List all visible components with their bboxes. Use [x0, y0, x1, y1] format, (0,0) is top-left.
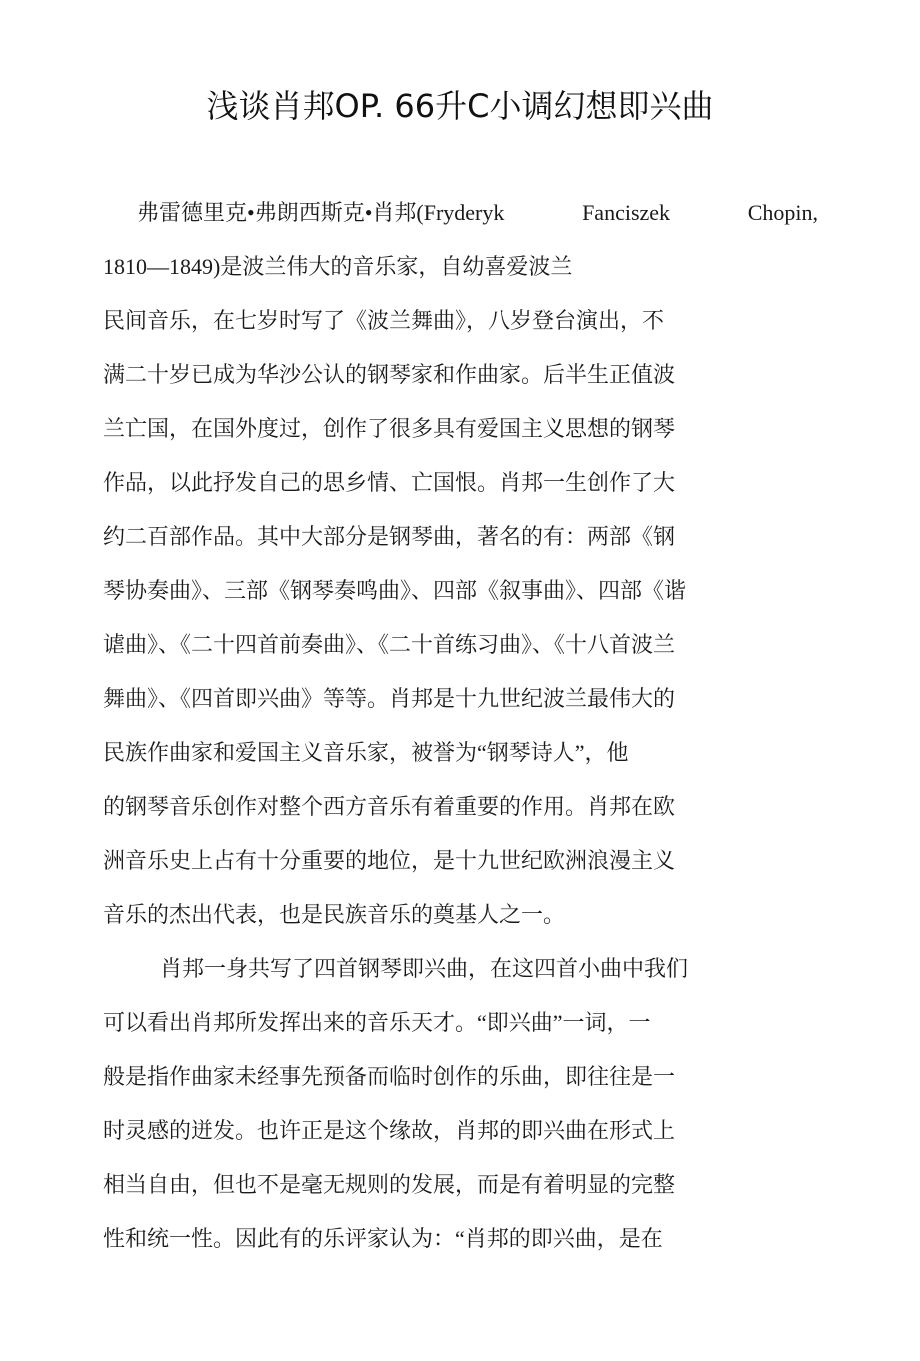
text-line: 的钢琴音乐创作对整个西方音乐有着重要的作用。肖邦在欧 [103, 794, 676, 819]
text-line: 舞曲》、《四首即兴曲》等等。肖邦是十九世纪波兰最伟大的 [103, 686, 676, 711]
text-line: 兰亡国，在国外度过，创作了很多具有爱国主义思想的钢琴 [103, 416, 676, 441]
text-line: 约二百部作品。其中大部分是钢琴曲，著名的有：两部《钢 [103, 524, 676, 549]
text-line: 琴协奏曲》、三部《钢琴奏鸣曲》、四部《叙事曲》、四部《谐 [103, 578, 687, 603]
paragraph-1-first-line [137, 198, 818, 228]
text-line: 性和统一性。因此有的乐评家认为：“肖邦的即兴曲，是在 [103, 1226, 663, 1251]
text-line: 谑曲》、《二十四首前奏曲》、《二十首练习曲》、《十八首波兰 [103, 632, 676, 657]
text-line: 时灵感的迸发。也许正是这个缘故，肖邦的即兴曲在形式上 [103, 1118, 676, 1143]
text-line-segment: Chopin, [747, 200, 818, 225]
text-line: 音乐的杰出代表，也是民族音乐的奠基人之一。 [103, 902, 566, 927]
text-line-segment: Fanciszek [582, 200, 671, 225]
text-line: 民族作曲家和爱国主义音乐家，被誉为“钢琴诗人”，他 [103, 740, 629, 765]
text-line: 般是指作曲家未经事先预备而临时创作的乐曲，即往往是一 [103, 1064, 676, 1089]
text-line: 作品，以此抒发自己的思乡情、亡国恨。肖邦一生创作了大 [103, 470, 676, 495]
text-line: 相当自由，但也不是毫无规则的发展，而是有着明显的完整 [103, 1172, 676, 1197]
text-line: 1810—1849)是波兰伟大的音乐家，自幼喜爱波兰 [103, 254, 573, 279]
text-line: 民间音乐，在七岁时写了《波兰舞曲》，八岁登台演出，不 [103, 308, 665, 333]
document-title: 浅谈肖邦OP. 66升C小调幻想即兴曲 [206, 87, 714, 125]
text-line-segment: 弗雷德里克•弗朗西斯克•肖邦(Fryderyk [137, 200, 505, 225]
text-line: 肖邦一身共写了四首钢琴即兴曲，在这四首小曲中我们 [160, 956, 689, 981]
text-line: 洲音乐史上占有十分重要的地位，是十九世纪欧洲浪漫主义 [103, 848, 676, 873]
text-line: 满二十岁已成为华沙公认的钢琴家和作曲家。后半生正值波 [103, 362, 676, 387]
text-line: 可以看出肖邦所发挥出来的音乐天才。“即兴曲”一词，一 [103, 1010, 651, 1035]
